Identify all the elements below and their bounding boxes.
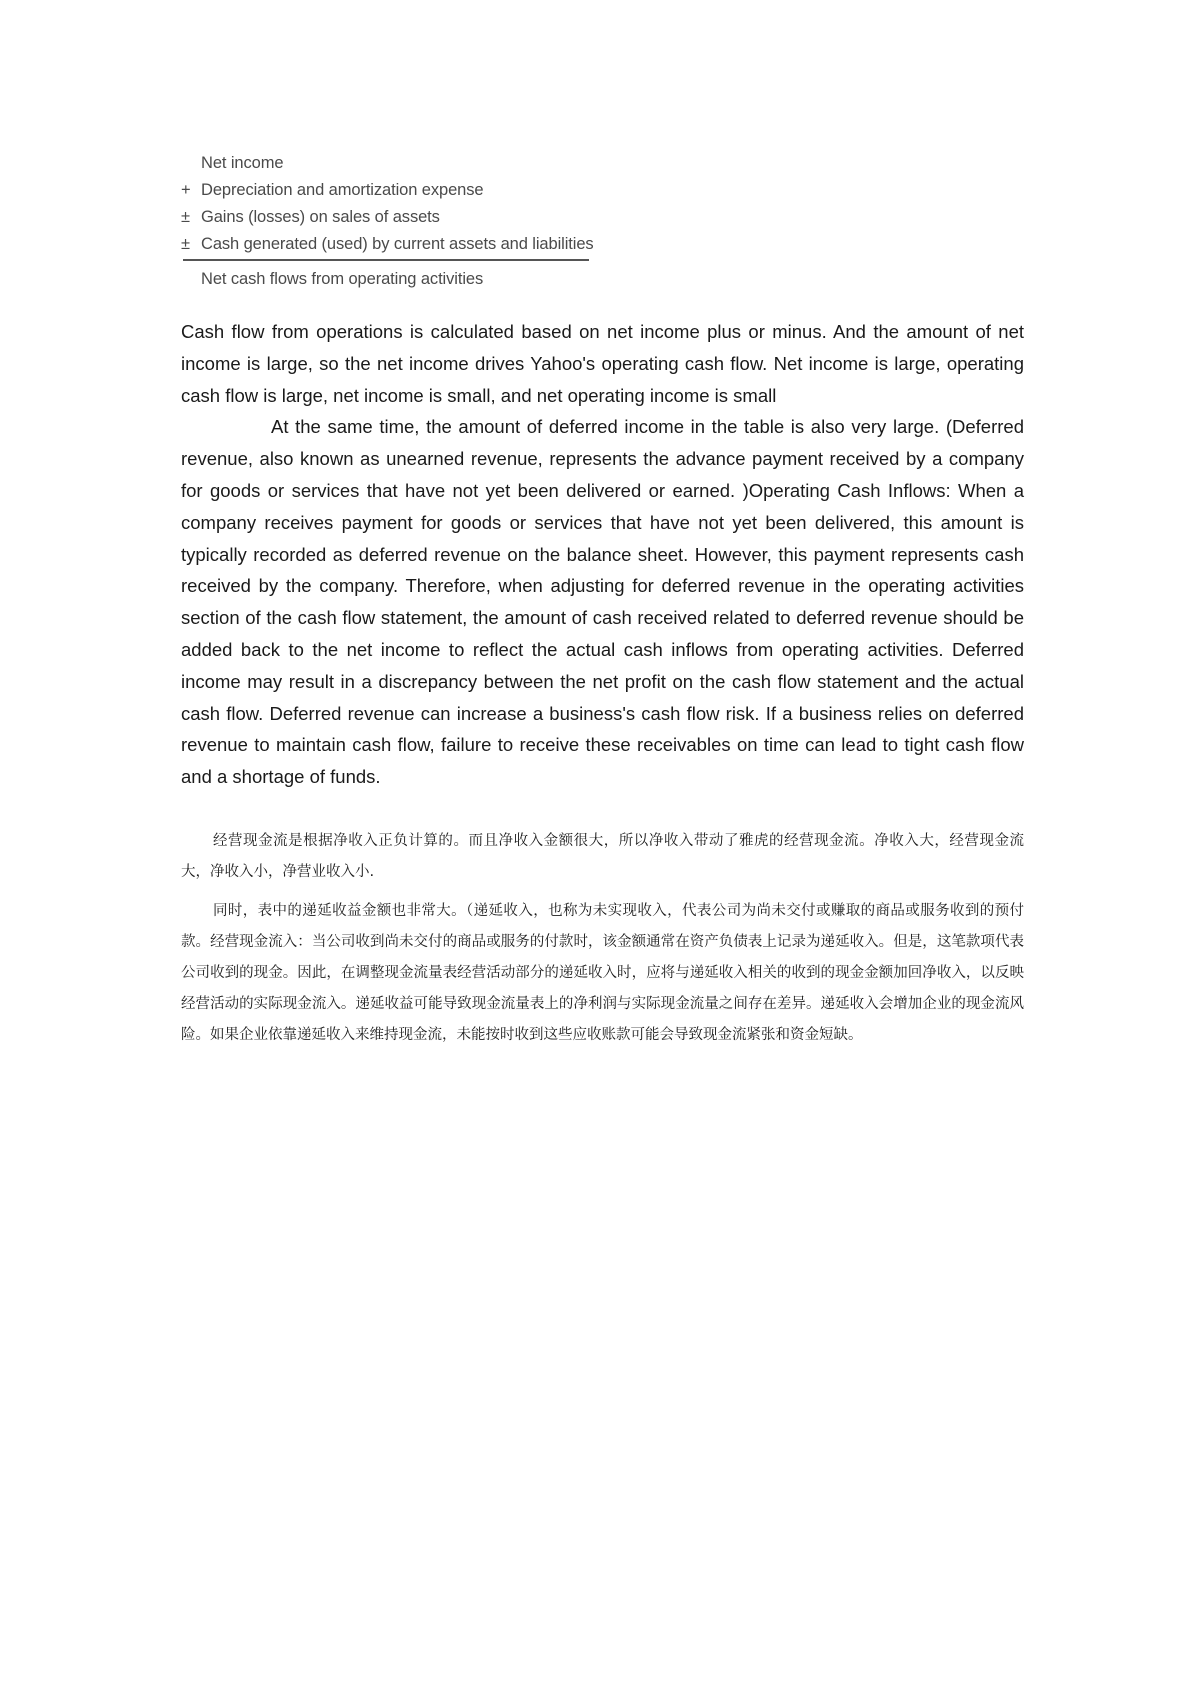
english-paragraph-1: Cash flow from operations is calculated based on net income plus or minus. And the amount of net income is large, so the net income drives Yahoo's operating cash flow. Net income is large, operating cash flow is large, net income is small, and net operating income is small: [181, 321, 1024, 406]
formula-operator: ±: [181, 208, 190, 226]
formula-operator: +: [181, 181, 191, 199]
formula-line-depreciation: Depreciation and amortization expense: [201, 181, 484, 199]
operating-cash-flow-formula: [181, 150, 601, 293]
formula-row-total: [181, 266, 601, 293]
formula-total-rule: [183, 259, 589, 261]
chinese-paragraph-1: 经营现金流是根据净收入正负计算的。而且净收入金额很大，所以净收入带动了雅虎的经营现金流。净收入大，经营现金流大，净收入小，净营业收入小.: [181, 833, 1024, 880]
chinese-text: [181, 826, 1024, 1051]
formula-row: [181, 204, 601, 231]
formula-row: [181, 150, 601, 177]
formula-row: [181, 177, 601, 204]
formula-operator: ±: [181, 235, 190, 253]
chinese-paragraph-2: 同时，表中的递延收益金额也非常大。（递延收入，也称为未实现收入，代表公司为尚未交付或赚取的商品或服务收到的预付款。经营现金流入：当公司收到尚未交付的商品或服务的付款时，该金额通常在资产负债表上记录为递延收入。但是，这笔款项代表公司收到的现金。因此，在调整现金流量表经营活动部分的递延收入时，应将与递延收入相关的收到的现金金额加回净收入，以反映经营活动的实际现金流入。递延收益可能导致现金流量表上的净利润与实际现金流量之间存在差异。递延收入会增加企业的现金流风险。如果企业依靠递延收入来维持现金流，未能按时收到这些应收账款可能会导致现金流紧张和资金短缺。: [181, 903, 1024, 1043]
formula-line-net-cash-flows: Net cash flows from operating activities: [201, 270, 484, 288]
formula-row: [181, 231, 601, 258]
formula-line-gains-losses: Gains (losses) on sales of assets: [201, 208, 440, 226]
formula-line-current-assets: Cash generated (used) by current assets and liabilities: [201, 235, 594, 253]
english-paragraph-2: At the same time, the amount of deferred income in the table is also very large. (Deferred revenue, also known as unearned revenue, represents the advance payment received by a company for goods or services that have not yet been delivered or earned. )Operating Cash Inflows: When a company receives payment for goods or services that have not yet been delivered, this amount is typically recorded as deferred revenue on the balance sheet. However, this payment represents cash received by the company. Therefore, when adjusting for deferred revenue in the operating activities section of the cash flow statement, the amount of cash received related to deferred revenue should be added back to the net income to reflect the actual cash inflows from operating activities. Deferred income may result in a discrepancy between the net profit on the cash flow statement and the actual cash flow. Deferred revenue can increase a business's cash flow risk. If a business relies on deferred revenue to maintain cash flow, failure to receive these receivables on time can lead to tight cash flow and a shortage of funds.: [181, 416, 1024, 788]
formula-line-net-income: Net income: [201, 154, 284, 172]
english-text: [181, 316, 1024, 793]
